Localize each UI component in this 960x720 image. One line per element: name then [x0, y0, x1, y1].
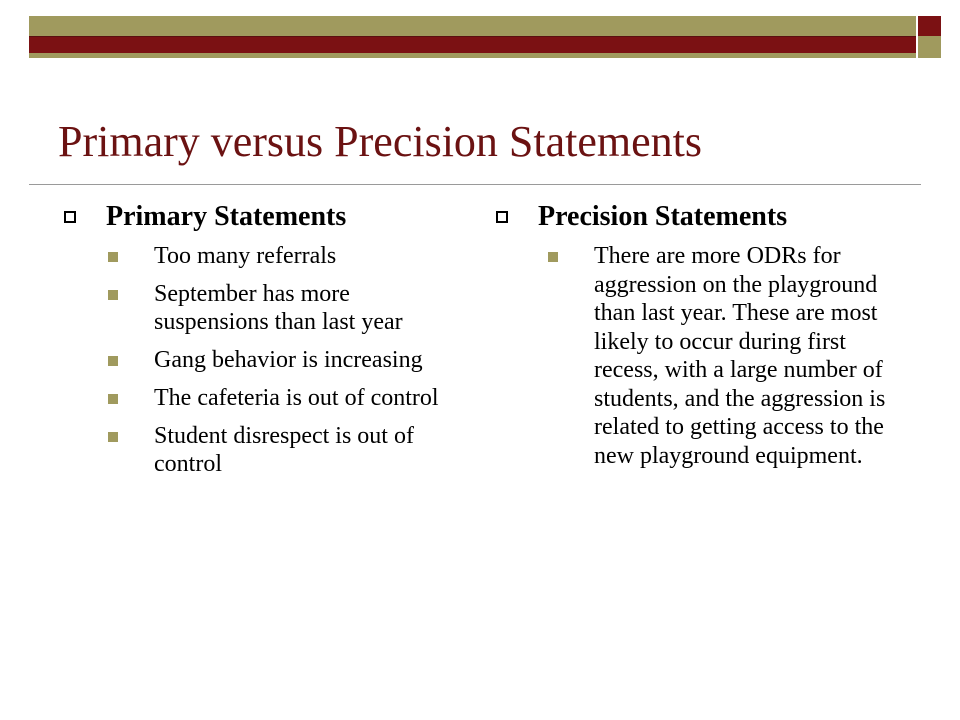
precision-statements-column: [494, 200, 914, 480]
primary-heading-text: Primary Statements: [106, 201, 347, 232]
banner-corner-olive: [918, 36, 941, 58]
square-bullet-icon: [108, 432, 118, 442]
hollow-square-bullet-icon: [64, 211, 76, 223]
primary-statements-column: [62, 200, 462, 488]
precision-heading-text: Precision Statements: [538, 201, 788, 232]
list-item: [154, 242, 462, 270]
square-bullet-icon: [108, 290, 118, 300]
precision-statements-list: [494, 242, 914, 470]
list-item-text: The cafeteria is out of control: [154, 385, 439, 411]
list-item-text: Too many referrals: [154, 243, 337, 269]
slide-banner: [29, 16, 941, 58]
square-bullet-icon: [548, 252, 558, 262]
title-underline: [29, 184, 921, 185]
list-item-text: There are more ODRs for aggression on the playground than last year. These are most likely to occur during first recess, with a large number of students, and the aggression is related to getting access to the new playground equipment.: [594, 243, 886, 469]
list-item: [154, 422, 462, 478]
square-bullet-icon: [108, 252, 118, 262]
banner-olive-band-top: [29, 16, 916, 36]
list-item: [594, 242, 914, 470]
list-item: [154, 384, 462, 412]
hollow-square-bullet-icon: [496, 211, 508, 223]
primary-statements-heading: [62, 200, 462, 234]
slide-title: Primary versus Precision Statements: [58, 117, 703, 166]
banner-divider-line: [29, 36, 916, 37]
square-bullet-icon: [108, 394, 118, 404]
banner-corner-maroon: [918, 16, 941, 36]
list-item: [154, 280, 462, 336]
square-bullet-icon: [108, 356, 118, 366]
list-item-text: Gang behavior is increasing: [154, 347, 423, 373]
list-item: [154, 346, 462, 374]
banner-olive-band-bottom: [29, 53, 916, 58]
list-item-text: September has more suspensions than last year: [154, 281, 403, 335]
precision-statements-heading: [494, 200, 914, 234]
list-item-text: Student disrespect is out of control: [154, 423, 414, 477]
primary-statements-list: [62, 242, 462, 478]
banner-maroon-band: [29, 36, 916, 53]
